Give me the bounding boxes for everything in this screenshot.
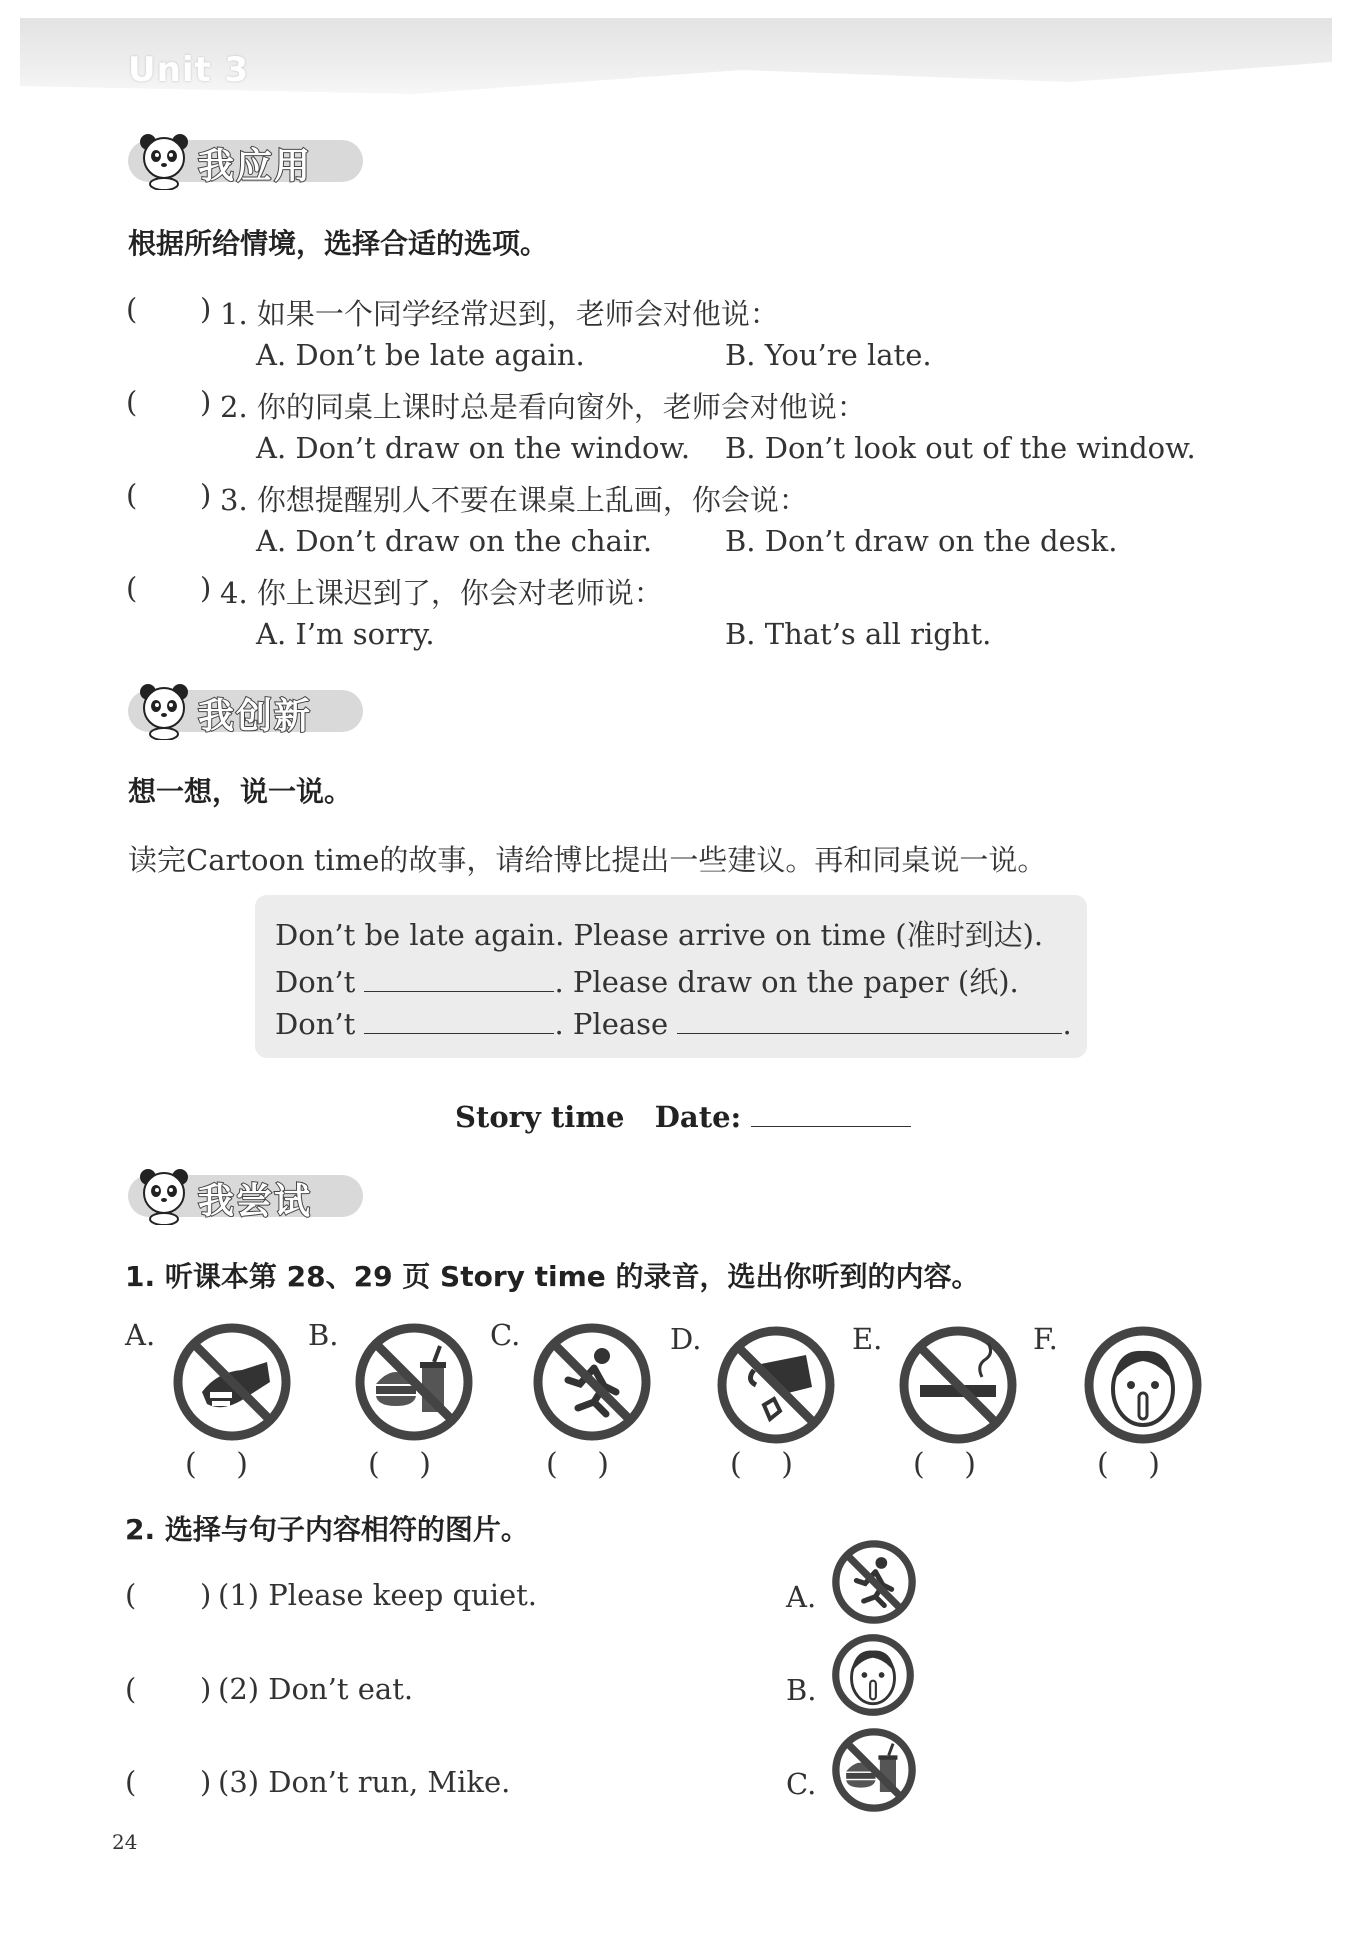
answer-paren-close: ) (200, 385, 212, 419)
no-running-icon[interactable] (830, 1538, 918, 1626)
answer-paren-close: ) (200, 571, 212, 605)
option-a[interactable]: A. Don’t draw on the chair. (256, 524, 653, 558)
sentence-line-3 (275, 1007, 1072, 1041)
match-sentence: (3) Don’t run, Mike. (218, 1765, 511, 1799)
option-b[interactable]: B. You’re late. (725, 338, 932, 372)
answer-paren-open[interactable]: ( (126, 571, 138, 605)
answer-blank[interactable] (364, 967, 554, 992)
option-b[interactable]: B. Don’t draw on the desk. (725, 524, 1118, 558)
match-sentence: (2) Don’t eat. (218, 1672, 414, 1706)
question-stem: 1. 如果一个同学经常迟到，老师会对他说： (220, 297, 779, 331)
question-stem: 4. 你上课迟到了，你会对老师说： (220, 576, 663, 610)
unit-label: Unit 3 (128, 50, 250, 90)
page-number: 24 (112, 1830, 138, 1854)
section-create-header (128, 680, 368, 737)
question-1-instruction: 1. 听课本第 28、29 页 Story time 的录音，选出你听到的内容。 (125, 1260, 980, 1293)
option-b[interactable]: B. That’s all right. (725, 617, 992, 651)
line-start: Don’t (275, 965, 356, 999)
sign-letter: E. (852, 1322, 883, 1356)
prompt-text: 读完Cartoon time的故事，请给博比提出一些建议。再和同桌说一说。 (128, 843, 1047, 877)
keep-quiet-icon[interactable] (830, 1632, 916, 1718)
question-2-instruction: 2. 选择与句子内容相符的图片。 (125, 1513, 529, 1546)
question-stem: 2. 你的同桌上课时总是看向窗外，老师会对他说： (220, 390, 866, 424)
line-start: Don’t (275, 1007, 356, 1041)
story-time-label: Story time (455, 1100, 625, 1134)
panda-icon (136, 1165, 192, 1225)
no-food-drink-icon[interactable] (830, 1726, 918, 1814)
answer-paren-open[interactable]: ( (125, 1578, 137, 1612)
answer-paren-close: ) (200, 1672, 212, 1706)
sign-letter: A. (125, 1318, 156, 1352)
no-food-drink-icon[interactable] (354, 1322, 474, 1442)
option-letter: C. (786, 1767, 817, 1801)
sign-letter: C. (490, 1318, 521, 1352)
answer-paren-open[interactable]: ( (125, 1765, 137, 1799)
answer-paren-open[interactable]: ( (126, 385, 138, 419)
sign-letter: D. (670, 1322, 702, 1356)
answer-paren[interactable]: ( ) (185, 1447, 248, 1482)
option-a[interactable]: A. I’m sorry. (256, 617, 435, 651)
no-running-icon[interactable] (532, 1322, 652, 1442)
section-title: 我尝试 (198, 1181, 313, 1222)
answer-paren[interactable]: ( ) (1097, 1447, 1160, 1482)
no-smoking-icon[interactable] (898, 1325, 1018, 1445)
answer-blank[interactable] (364, 1009, 554, 1034)
match-sentence: (1) Please keep quiet. (218, 1578, 538, 1612)
section-title: 我应用 (198, 146, 313, 187)
line-end: . Please draw on the paper (纸). (554, 965, 1019, 999)
option-a[interactable]: A. Don’t draw on the window. (256, 431, 691, 465)
line-mid: . Please (554, 1007, 669, 1041)
sign-letter: F. (1033, 1322, 1058, 1356)
answer-paren-close: ) (200, 292, 212, 326)
answer-paren-open[interactable]: ( (125, 1672, 137, 1706)
story-time-line (455, 1100, 911, 1134)
option-b[interactable]: B. Don’t look out of the window. (725, 431, 1196, 465)
option-letter: B. (786, 1673, 817, 1707)
answer-paren-open[interactable]: ( (126, 292, 138, 326)
section-try-header (128, 1165, 368, 1222)
answer-paren-close: ) (200, 1578, 212, 1612)
sentence-line-2 (275, 960, 1019, 1001)
answer-paren[interactable]: ( ) (730, 1447, 793, 1482)
instruction: 根据所给情境，选择合适的选项。 (128, 227, 549, 260)
answer-paren[interactable]: ( ) (546, 1447, 609, 1482)
section-apply-header (128, 130, 368, 187)
panda-icon (136, 130, 192, 190)
option-a[interactable]: A. Don’t be late again. (256, 338, 585, 372)
no-touching-icon[interactable] (172, 1322, 292, 1442)
answer-blank[interactable] (677, 1009, 1062, 1034)
answer-paren-open[interactable]: ( (126, 478, 138, 512)
date-blank[interactable] (751, 1102, 911, 1127)
section-title: 我创新 (198, 696, 313, 737)
instruction: 想一想，说一说。 (128, 775, 353, 808)
date-label: Date: (654, 1100, 742, 1134)
keep-quiet-icon[interactable] (1083, 1325, 1203, 1445)
line-end: . (1062, 1007, 1072, 1041)
answer-paren[interactable]: ( ) (913, 1447, 976, 1482)
option-letter: A. (786, 1580, 817, 1614)
panda-icon (136, 680, 192, 740)
answer-paren-close: ) (200, 478, 212, 512)
sentence-line-1: Don’t be late again. Please arrive on time (准时到达). (275, 918, 1044, 952)
answer-paren[interactable]: ( ) (368, 1447, 431, 1482)
sign-letter: B. (308, 1318, 339, 1352)
question-stem: 3. 你想提醒别人不要在课桌上乱画，你会说： (220, 483, 808, 517)
no-littering-icon[interactable] (716, 1325, 836, 1445)
answer-paren-close: ) (200, 1765, 212, 1799)
